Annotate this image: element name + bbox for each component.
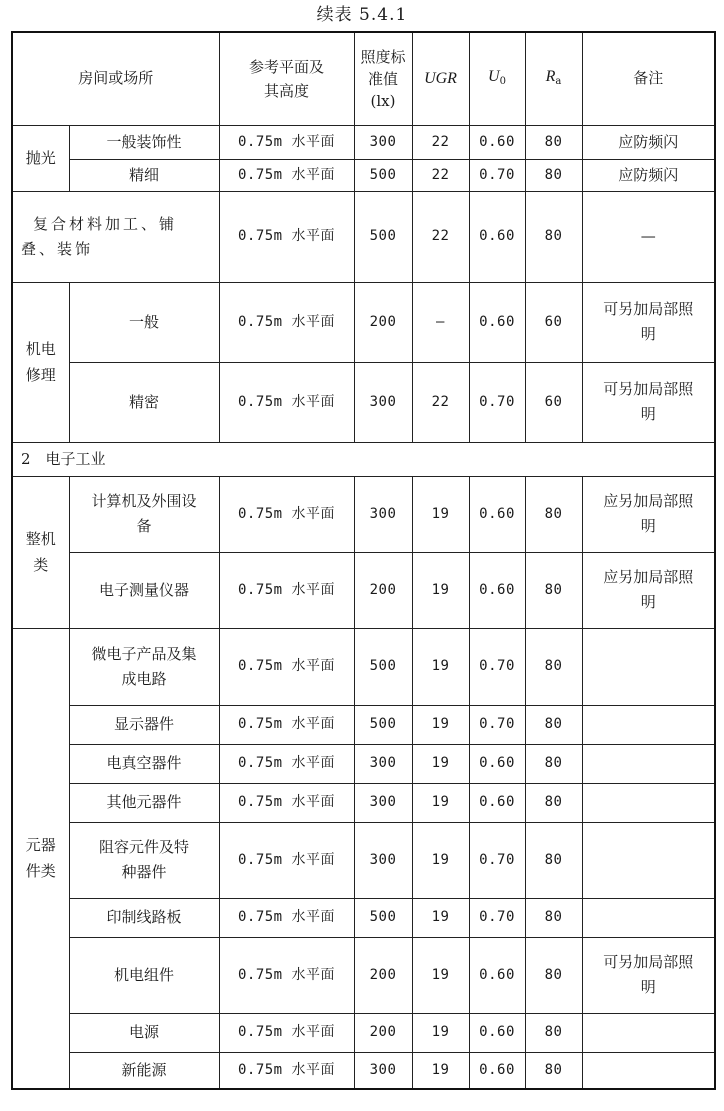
group-complete xyxy=(12,476,69,628)
header-remark: 备注 xyxy=(582,32,715,125)
row-ra: 80 xyxy=(525,705,582,744)
header-ra-base: R xyxy=(545,67,556,85)
row-ugr: 19 xyxy=(412,552,469,628)
row-remark: 应防频闪 xyxy=(582,159,715,191)
row-lux: 300 xyxy=(354,783,412,822)
section-row xyxy=(12,442,715,476)
group-complete-text: 整机类 xyxy=(25,530,56,574)
table-row xyxy=(12,783,715,822)
row-u0: 0.60 xyxy=(469,1052,525,1089)
row-ra: 80 xyxy=(525,1052,582,1089)
row-plane: 0.75m 水平面 xyxy=(219,744,354,783)
row-plane: 0.75m 水平面 xyxy=(219,783,354,822)
header-ugr-text: UGR xyxy=(424,70,457,88)
row-plane: 0.75m 水平面 xyxy=(219,362,354,442)
row-plane: 0.75m 水平面 xyxy=(219,628,354,705)
row-remark-text: 可另加局部照明 xyxy=(603,380,694,423)
row-ugr: 19 xyxy=(412,744,469,783)
table-row xyxy=(12,705,715,744)
row-name: 印制线路板 xyxy=(69,898,219,937)
row-lux: 300 xyxy=(354,744,412,783)
row-u0: 0.70 xyxy=(469,628,525,705)
row-u0: 0.60 xyxy=(469,552,525,628)
row-lux: 300 xyxy=(354,476,412,552)
row-name: 精细 xyxy=(69,159,219,191)
row-remark-text: 应另加局部照明 xyxy=(603,492,694,535)
row-ugr: 19 xyxy=(412,898,469,937)
row-ra: 80 xyxy=(525,783,582,822)
row-plane: 0.75m 水平面 xyxy=(219,937,354,1013)
row-ugr: 22 xyxy=(412,125,469,159)
row-lux: 500 xyxy=(354,705,412,744)
row-lux: 500 xyxy=(354,898,412,937)
row-name: 一般 xyxy=(69,282,219,362)
row-remark: 应防频闪 xyxy=(582,125,715,159)
row-u0: 0.70 xyxy=(469,822,525,898)
row-ugr: 19 xyxy=(412,937,469,1013)
row-plane: 0.75m 水平面 xyxy=(219,1052,354,1089)
table-row xyxy=(12,191,715,282)
table-row xyxy=(12,822,715,898)
table-row xyxy=(12,937,715,1013)
row-remark-text: 可另加局部照明 xyxy=(603,953,694,996)
group-polish: 抛光 xyxy=(12,125,69,191)
group-components xyxy=(12,628,69,1089)
row-name: 精密 xyxy=(69,362,219,442)
row-plane: 0.75m 水平面 xyxy=(219,191,354,282)
row-u0: 0.60 xyxy=(469,476,525,552)
row-remark xyxy=(582,552,715,628)
row-ra: 80 xyxy=(525,628,582,705)
row-ugr: 19 xyxy=(412,628,469,705)
table-row xyxy=(12,1013,715,1052)
header-ra xyxy=(525,32,582,125)
row-name-text: 计算机及外围设备 xyxy=(91,492,197,535)
row-lux: 300 xyxy=(354,1052,412,1089)
row-name xyxy=(69,628,219,705)
row-u0: 0.60 xyxy=(469,937,525,1013)
row-name: 电源 xyxy=(69,1013,219,1052)
row-remark-text: 可另加局部照明 xyxy=(603,300,694,343)
table-row xyxy=(12,282,715,362)
row-ugr: 22 xyxy=(412,362,469,442)
row-remark xyxy=(582,705,715,744)
row-remark xyxy=(582,1013,715,1052)
header-u0-base: U xyxy=(488,67,500,85)
row-lux: 200 xyxy=(354,282,412,362)
row-ra: 80 xyxy=(525,822,582,898)
table-row xyxy=(12,476,715,552)
header-plane xyxy=(219,32,354,125)
row-ra: 80 xyxy=(525,744,582,783)
row-ra: 80 xyxy=(525,552,582,628)
header-lux-text: 照度标准值(lx) xyxy=(360,47,406,110)
row-ra: 80 xyxy=(525,937,582,1013)
row-ugr: 19 xyxy=(412,705,469,744)
row-name: 新能源 xyxy=(69,1052,219,1089)
group-composite xyxy=(12,191,219,282)
header-u0 xyxy=(469,32,525,125)
row-name-text: 微电子产品及集成电路 xyxy=(91,644,197,688)
row-name: 其他元器件 xyxy=(69,783,219,822)
row-ra: 80 xyxy=(525,125,582,159)
row-u0: 0.70 xyxy=(469,705,525,744)
row-ra: 60 xyxy=(525,362,582,442)
row-remark xyxy=(582,628,715,705)
row-ra: 80 xyxy=(525,191,582,282)
row-lux: 300 xyxy=(354,125,412,159)
row-remark xyxy=(582,783,715,822)
header-room: 房间或场所 xyxy=(12,32,219,125)
row-u0: 0.70 xyxy=(469,898,525,937)
row-name: 显示器件 xyxy=(69,705,219,744)
row-u0: 0.60 xyxy=(469,191,525,282)
row-ugr: 19 xyxy=(412,476,469,552)
row-name-text: 阻容元件及特种器件 xyxy=(98,838,189,881)
table-row xyxy=(12,744,715,783)
row-name: 电真空器件 xyxy=(69,744,219,783)
group-mech-repair-text: 机电修理 xyxy=(25,340,56,384)
row-u0: 0.60 xyxy=(469,282,525,362)
header-row xyxy=(12,32,715,125)
header-lux xyxy=(354,32,412,125)
group-components-text: 元器件类 xyxy=(25,836,56,881)
section-electronics: 2 电子工业 xyxy=(12,442,715,476)
row-lux: 500 xyxy=(354,159,412,191)
table-row xyxy=(12,362,715,442)
row-plane: 0.75m 水平面 xyxy=(219,552,354,628)
row-ra: 80 xyxy=(525,476,582,552)
row-remark xyxy=(582,898,715,937)
row-remark xyxy=(582,476,715,552)
row-u0: 0.70 xyxy=(469,362,525,442)
row-remark: — xyxy=(582,191,715,282)
row-ra: 80 xyxy=(525,898,582,937)
table-row xyxy=(12,628,715,705)
group-mech-repair xyxy=(12,282,69,442)
row-name: 一般装饰性 xyxy=(69,125,219,159)
row-name xyxy=(69,822,219,898)
header-u0-sub: 0 xyxy=(499,75,506,87)
row-name: 机电组件 xyxy=(69,937,219,1013)
row-ra: 60 xyxy=(525,282,582,362)
row-u0: 0.70 xyxy=(469,159,525,191)
table-caption: 续表 5.4.1 xyxy=(316,5,408,25)
row-ugr: 19 xyxy=(412,822,469,898)
header-ugr xyxy=(412,32,469,125)
group-composite-text: 复合材料加工、铺叠、装饰 xyxy=(21,214,178,258)
row-lux: 300 xyxy=(354,362,412,442)
header-ra-sub: a xyxy=(555,75,562,87)
row-plane: 0.75m 水平面 xyxy=(219,476,354,552)
row-ugr: 22 xyxy=(412,191,469,282)
table-row xyxy=(12,159,715,191)
row-plane: 0.75m 水平面 xyxy=(219,159,354,191)
row-plane: 0.75m 水平面 xyxy=(219,125,354,159)
row-plane: 0.75m 水平面 xyxy=(219,898,354,937)
row-remark xyxy=(582,1052,715,1089)
row-u0: 0.60 xyxy=(469,783,525,822)
row-ugr: 19 xyxy=(412,1052,469,1089)
row-ra: 80 xyxy=(525,159,582,191)
table-row xyxy=(12,125,715,159)
table-row xyxy=(12,898,715,937)
row-ugr: 22 xyxy=(412,159,469,191)
row-remark xyxy=(582,362,715,442)
row-lux: 500 xyxy=(354,628,412,705)
row-ugr: 19 xyxy=(412,783,469,822)
row-remark-text: 应另加局部照明 xyxy=(603,568,694,611)
row-lux: 200 xyxy=(354,552,412,628)
row-remark xyxy=(582,822,715,898)
row-name: 电子测量仪器 xyxy=(69,552,219,628)
row-u0: 0.60 xyxy=(469,125,525,159)
row-name xyxy=(69,476,219,552)
row-plane: 0.75m 水平面 xyxy=(219,822,354,898)
row-u0: 0.60 xyxy=(469,744,525,783)
row-ugr: — xyxy=(412,282,469,362)
row-remark xyxy=(582,744,715,783)
illuminance-standard-table xyxy=(11,31,716,1090)
table-row xyxy=(12,552,715,628)
row-ugr: 19 xyxy=(412,1013,469,1052)
row-lux: 500 xyxy=(354,191,412,282)
row-plane: 0.75m 水平面 xyxy=(219,282,354,362)
row-lux: 200 xyxy=(354,937,412,1013)
row-lux: 200 xyxy=(354,1013,412,1052)
header-plane-text: 参考平面及其高度 xyxy=(249,57,325,100)
row-remark xyxy=(582,937,715,1013)
row-plane: 0.75m 水平面 xyxy=(219,705,354,744)
table-row xyxy=(12,1052,715,1089)
row-u0: 0.60 xyxy=(469,1013,525,1052)
row-plane: 0.75m 水平面 xyxy=(219,1013,354,1052)
row-lux: 300 xyxy=(354,822,412,898)
row-ra: 80 xyxy=(525,1013,582,1052)
row-remark xyxy=(582,282,715,362)
